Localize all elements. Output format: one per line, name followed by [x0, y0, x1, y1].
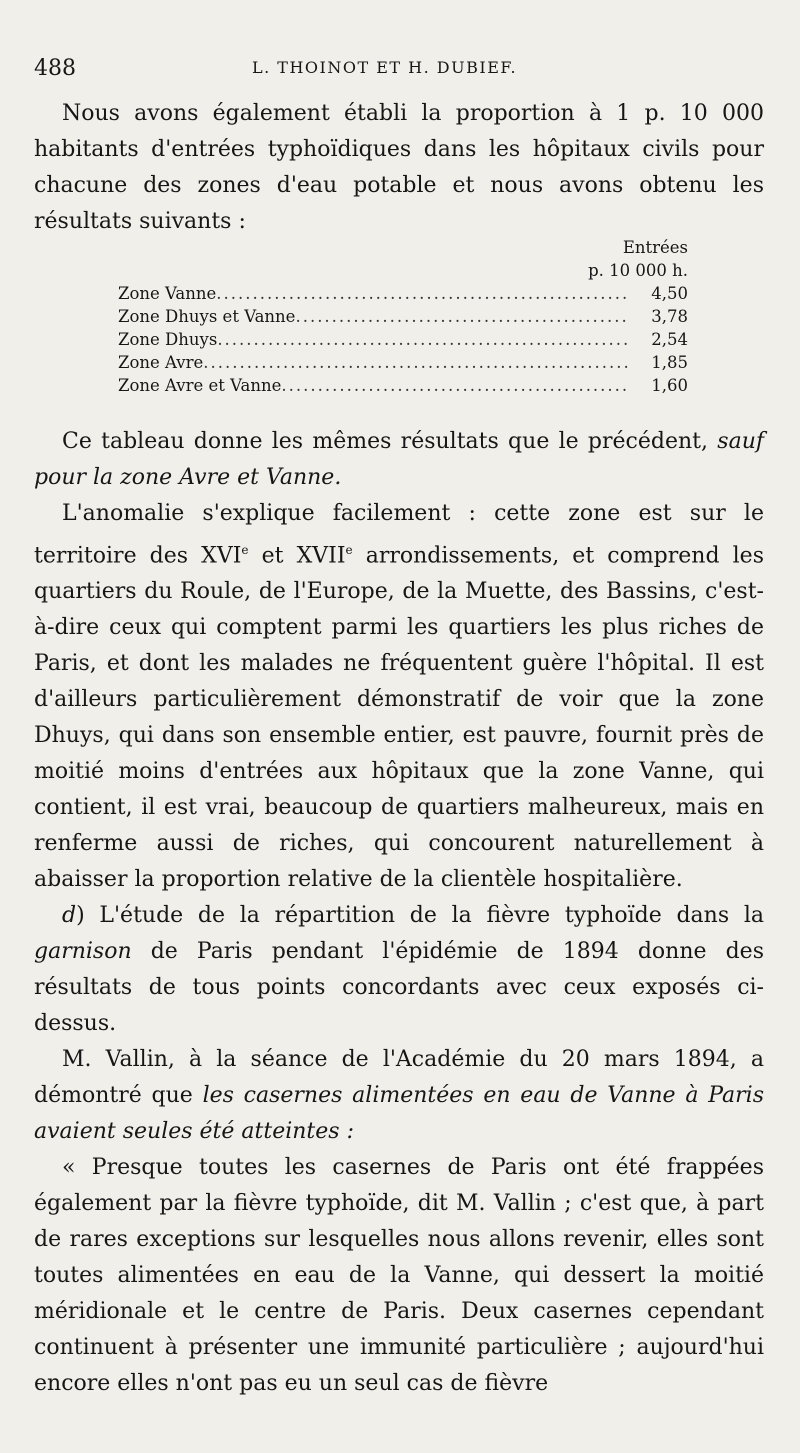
zone-value: 2,54	[651, 330, 688, 349]
running-head: L. THOINOT ET H. DUBIEF.	[252, 58, 518, 77]
italic-phrase: les casernes alimentées en eau de Vanne à Paris avaient seules été atteintes :	[34, 1083, 764, 1145]
paragraph-anomaly: L'anomalie s'explique facilement : cette zone est sur le territoire des XVIe et XVIIe arrondissements, et comprend les quartiers du Roule, de l'Europe, de la Muette, des Bassins, c'est-à-dire ceux qui comptent parmi les quartiers les plus riches de Paris, et dont les malades ne fréquentent guère l'hôpital. Il est d'ailleurs particulièrement démonstratif de voir que la zone Dhuys, qui dans son ensemble entier, est pauvre, fournit près de moitié moins d'entrées aux hôpitaux que la zone Vanne, qui contient, il est vrai, beaucoup de quartiers malheureux, mais en renferme aussi de riches, qui concourent naturellement à abaisser la proportion relative de la clientèle hospitalière.	[34, 501, 764, 893]
zone-name: Zone Vanne	[118, 284, 217, 303]
page-number: 488	[34, 56, 76, 81]
table-row	[118, 328, 688, 351]
page-header	[34, 56, 764, 86]
table-row	[118, 374, 688, 397]
table-column-header-2: p. 10 000 h.	[588, 261, 688, 280]
paragraph-garrison: d) L'étude de la répartition de la fièvre typhoïde dans la garnison de Paris pendant l'épidémie de 1894 donne des résultats de tous points concordants avec ceux exposés ci-dessus.	[34, 903, 764, 1037]
table-row	[118, 351, 688, 374]
dot-leader	[203, 351, 630, 374]
zone-value: 1,60	[651, 376, 688, 395]
dot-leader	[217, 328, 630, 351]
paragraph-table-comment: Ce tableau donne les mêmes résultats que le précédent, sauf pour la zone Avre et Vanne.	[34, 429, 764, 490]
italic-word: garnison	[34, 939, 132, 965]
zone-name: Zone Dhuys	[118, 330, 218, 349]
dot-leader	[216, 282, 630, 305]
zone-value: 3,78	[651, 307, 688, 326]
zone-value: 1,85	[651, 353, 688, 372]
zone-name: Zone Avre	[118, 353, 204, 372]
body-text	[34, 424, 764, 1402]
table-row	[118, 282, 688, 305]
dot-leader	[281, 374, 630, 397]
zone-name: Zone Avre et Vanne	[118, 376, 282, 395]
intro-paragraph: Nous avons également établi la proportion à 1 p. 10 000 habitants d'entrées typhoïdiques dans les hôpitaux civils pour chacune des zones d'eau potable et nous avons obtenu les résultats suivants :	[34, 101, 764, 234]
intro-block	[34, 96, 764, 240]
paragraph-vallin: M. Vallin, à la séance de l'Académie du 20 mars 1894, a démontré que les casernes alimentées en eau de Vanne à Paris avaient seules été atteintes :	[34, 1047, 764, 1145]
italic-phrase: sauf pour la zone Avre et Vanne.	[34, 429, 764, 490]
zone-name: Zone Dhuys et Vanne	[118, 307, 296, 326]
zone-table	[118, 236, 688, 397]
paragraph-quote: « Presque toutes les casernes de Paris ont été frappées également par la fièvre typhoïde, dit M. Vallin ; c'est que, à part de rares exceptions sur lesquelles nous allons revenir, elles sont toutes alimentées en eau de la Vanne, qui dessert la moitié méridionale et le centre de Paris. Deux casernes cependant continuent à présenter une immunité particulière ; aujourd'hui encore elles n'ont pas eu un seul cas de fièvre	[34, 1155, 764, 1397]
table-row	[118, 305, 688, 328]
zone-value: 4,50	[651, 284, 688, 303]
dot-leader	[295, 305, 630, 328]
table-column-header-1: Entrées	[622, 238, 688, 257]
